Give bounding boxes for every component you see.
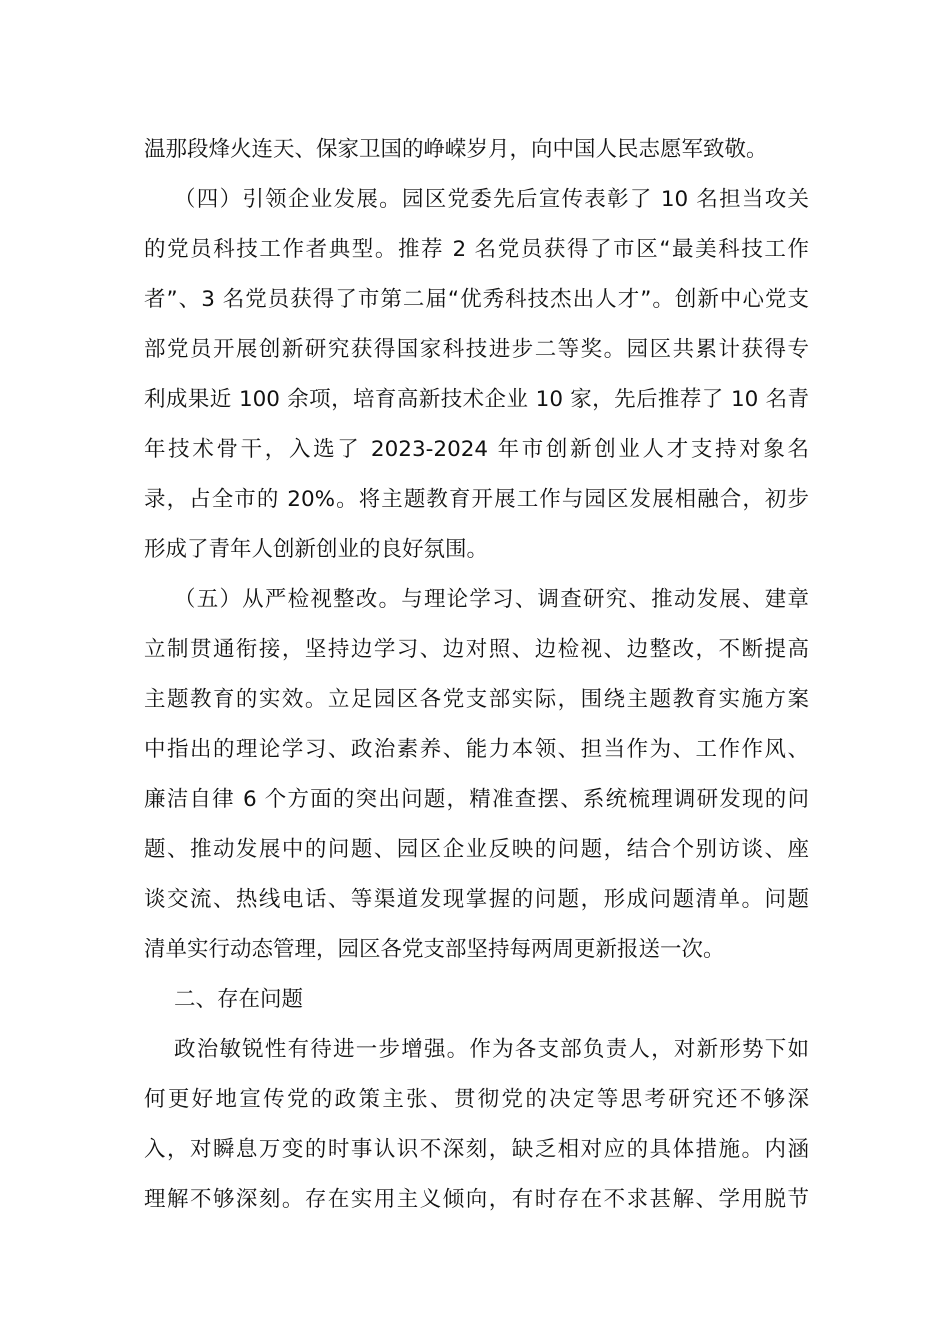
text-line: 年技术骨干，入选了 2023-2024 年市创新创业人才支持对象名 [144, 437, 809, 462]
text-line: 入，对瞬息万变的时事认识不深刻，缺乏相对应的具体措施。内涵 [144, 1137, 809, 1162]
section-five-heading-line: （五）从严检视整改。与理论学习、调查研究、推动发展、建章 [174, 587, 809, 612]
text-line: 主题教育的实效。立足园区各党支部实际，围绕主题教育实施方案 [144, 687, 809, 712]
text-line: 清单实行动态管理，园区各党支部坚持每两周更新报送一次。 [144, 937, 725, 962]
text-line: 政治敏锐性有待进一步增强。作为各支部负责人，对新形势下如 [174, 1037, 809, 1062]
text-line: 谈交流、热线电话、等渠道发现掌握的问题，形成问题清单。问题 [144, 887, 809, 912]
text-line: 形成了青年人创新创业的良好氛围。 [144, 537, 489, 562]
text-line: 录，占全市的 20%。将主题教育开展工作与园区发展相融合，初步 [144, 487, 809, 512]
text-line: 廉洁自律 6 个方面的突出问题，精准查摆、系统梳理调研发现的问 [144, 787, 809, 812]
section-four-heading-line: （四）引领企业发展。园区党委先后宣传表彰了 10 名担当攻关 [174, 187, 809, 212]
text-line: 的党员科技工作者典型。推荐 2 名党员获得了市区“最美科技工作 [144, 237, 809, 262]
text-line: 中指出的理论学习、政治素养、能力本领、担当作为、工作作风、 [144, 737, 809, 762]
text-line: 温那段烽火连天、保家卫国的峥嵘岁月，向中国人民志愿军致敬。 [144, 137, 768, 162]
text-line: 何更好地宣传党的政策主张、贯彻党的决定等思考研究还不够深 [144, 1087, 809, 1112]
text-line: 题、推动发展中的问题、园区企业反映的问题，结合个别访谈、座 [144, 837, 809, 862]
text-line: 利成果近 100 余项，培育高新技术企业 10 家，先后推荐了 10 名青 [144, 387, 809, 412]
text-line: 立制贯通衔接，坚持边学习、边对照、边检视、边整改，不断提高 [144, 637, 809, 662]
text-line: 理解不够深刻。存在实用主义倾向，有时存在不求甚解、学用脱节 [144, 1187, 809, 1212]
section-two-heading: 二、存在问题 [174, 987, 304, 1012]
text-line: 者”、3 名党员获得了市第二届“优秀科技杰出人才”。创新中心党支 [144, 287, 809, 312]
text-line: 部党员开展创新研究获得国家科技进步二等奖。园区共累计获得专 [144, 337, 809, 362]
